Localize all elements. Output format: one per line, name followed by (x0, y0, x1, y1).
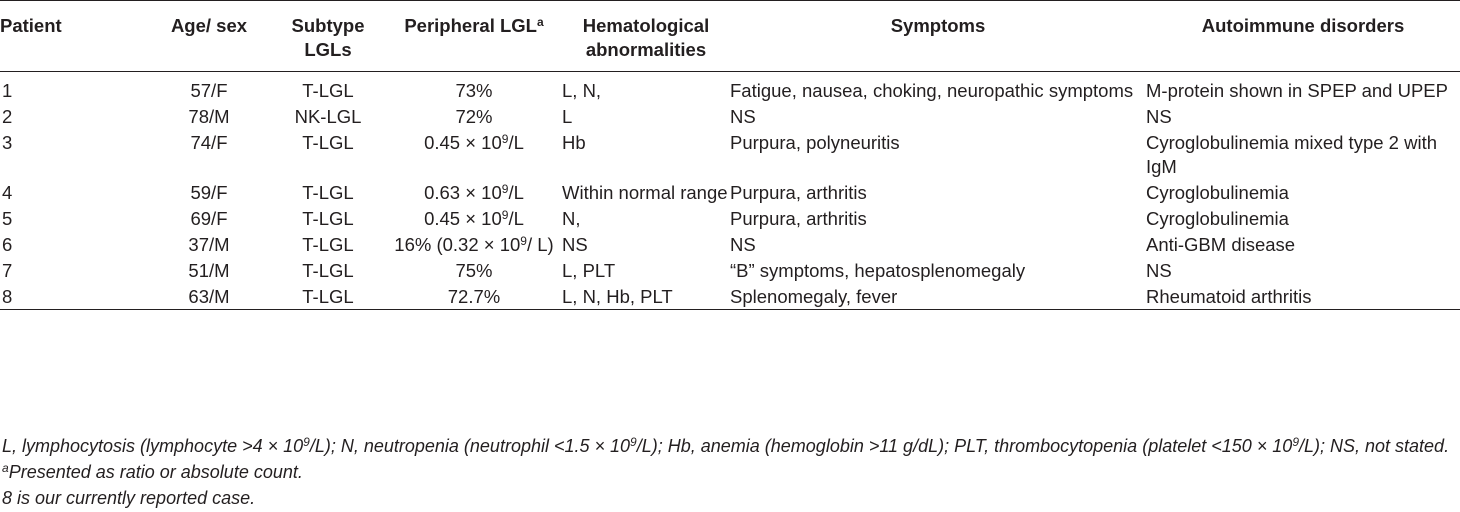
cell-symptoms: Splenomegaly, fever (730, 286, 898, 307)
footnote-marker: a (536, 15, 544, 29)
cell-subtype: NK-LGL (294, 106, 362, 127)
cell-patient: 5 (2, 208, 13, 229)
footnote-abbreviations: L, lymphocytosis (lymphocyte $>4 \times 10^9/L$); N, neutropenia (neutrophil $<1.5 \times 10^9/L$); Hb, anemia (hemoglobin >11 g/dL); PLT, thrombocytopenia (platelet $<150 \times 10^9/L$); NS, not stated. (2, 435, 1450, 456)
cell-subtype: T-LGL (302, 234, 354, 255)
cell-subtype: T-LGL (302, 132, 354, 153)
cell-symptoms: “B” symptoms, hepatosplenomegaly (730, 260, 1026, 281)
cell-autoimmune: Cyroglobulinemia (1146, 182, 1289, 203)
cell-subtype: T-LGL (302, 208, 354, 229)
header-autoimmune: Autoimmune disorders (1201, 15, 1405, 36)
cell-patient: 2 (2, 106, 13, 127)
cell-age-sex: 74/F (190, 132, 228, 153)
cell-hematological: L, PLT (562, 260, 616, 281)
cell-patient: 4 (2, 182, 13, 203)
cell-symptoms: NS (730, 106, 756, 127)
cell-hematological: L (562, 106, 573, 127)
cell-age-sex: 57/F (190, 80, 228, 101)
header-age-sex: Age/ sex (170, 15, 248, 36)
cell-autoimmune: NS (1146, 106, 1172, 127)
cell-peripheral-lgl: 75% (455, 260, 493, 281)
header-subtype: Subtype LGLs (291, 15, 365, 60)
cell-autoimmune: Cyroglobulinemia mixed type 2 with IgM (1146, 132, 1437, 177)
table-row (0, 103, 1460, 129)
cell-peripheral-lgl: 72% (455, 106, 493, 127)
cell-peripheral-lgl: 72.7% (447, 286, 501, 307)
cell-autoimmune: Rheumatoid arthritis (1146, 286, 1312, 307)
cell-peripheral-lgl: $0.45 \times 10^9/L$ (424, 208, 524, 229)
table-body (0, 72, 1460, 310)
table-row (0, 72, 1460, 104)
table-row (0, 205, 1460, 231)
cell-patient: 1 (2, 80, 13, 101)
footnote-case: 8 is our currently reported case. (2, 488, 256, 508)
cell-patient: 8 (2, 286, 13, 307)
cell-subtype: T-LGL (302, 286, 354, 307)
footnote-a: $^a$Presented as ratio or absolute count. (2, 461, 303, 482)
table-footnotes (2, 433, 1449, 511)
cell-hematological: N, (562, 208, 581, 229)
cell-autoimmune: NS (1146, 260, 1172, 281)
cell-symptoms: NS (730, 234, 756, 255)
cell-age-sex: 63/M (188, 286, 230, 307)
cell-patient: 6 (2, 234, 13, 255)
cell-subtype: T-LGL (302, 260, 354, 281)
cell-patient: 7 (2, 260, 13, 281)
cell-hematological: Within normal range (562, 182, 728, 203)
header-patient: Patient (0, 15, 62, 36)
table-row (0, 179, 1460, 205)
cell-peripheral-lgl: 73% (455, 80, 493, 101)
cell-symptoms: Purpura, arthritis (730, 208, 867, 229)
cell-peripheral-lgl: $0.63 \times 10^9/L$ (424, 182, 524, 203)
cell-peripheral-lgl: $0.45 \times 10^9/L$ (424, 132, 524, 153)
cell-age-sex: 69/F (190, 208, 228, 229)
cell-hematological: L, N, (562, 80, 602, 101)
table-row (0, 231, 1460, 257)
cell-age-sex: 51/M (188, 260, 230, 281)
cell-age-sex: 78/M (188, 106, 230, 127)
cell-hematological: NS (562, 234, 588, 255)
header-hematological: Hematological abnormalities (582, 15, 710, 60)
header-symptoms: Symptoms (890, 15, 986, 36)
cell-patient: 3 (2, 132, 13, 153)
table-row (0, 129, 1460, 179)
cell-autoimmune: Anti-GBM disease (1146, 234, 1296, 255)
table-row (0, 257, 1460, 283)
cell-subtype: T-LGL (302, 80, 354, 101)
cell-symptoms: Purpura, arthritis (730, 182, 867, 203)
cell-autoimmune: M-protein shown in SPEP and UPEP (1146, 80, 1448, 101)
table-header-row (0, 1, 1460, 72)
cell-autoimmune: Cyroglobulinemia (1146, 208, 1289, 229)
cell-symptoms: Fatigue, nausea, choking, neuropathic symptoms (730, 80, 1134, 101)
cell-hematological: Hb (562, 132, 586, 153)
header-peripheral-lgl: Peripheral LGL$^a$ (404, 15, 544, 36)
cell-age-sex: 37/M (188, 234, 230, 255)
cell-subtype: T-LGL (302, 182, 354, 203)
cell-age-sex: 59/F (190, 182, 228, 203)
cell-peripheral-lgl: 16% ($0.32 \times 10^9/$ L) (394, 234, 554, 255)
cell-symptoms: Purpura, polyneuritis (730, 132, 900, 153)
table-row (0, 283, 1460, 310)
cell-hematological: L, N, Hb, PLT (562, 286, 673, 307)
